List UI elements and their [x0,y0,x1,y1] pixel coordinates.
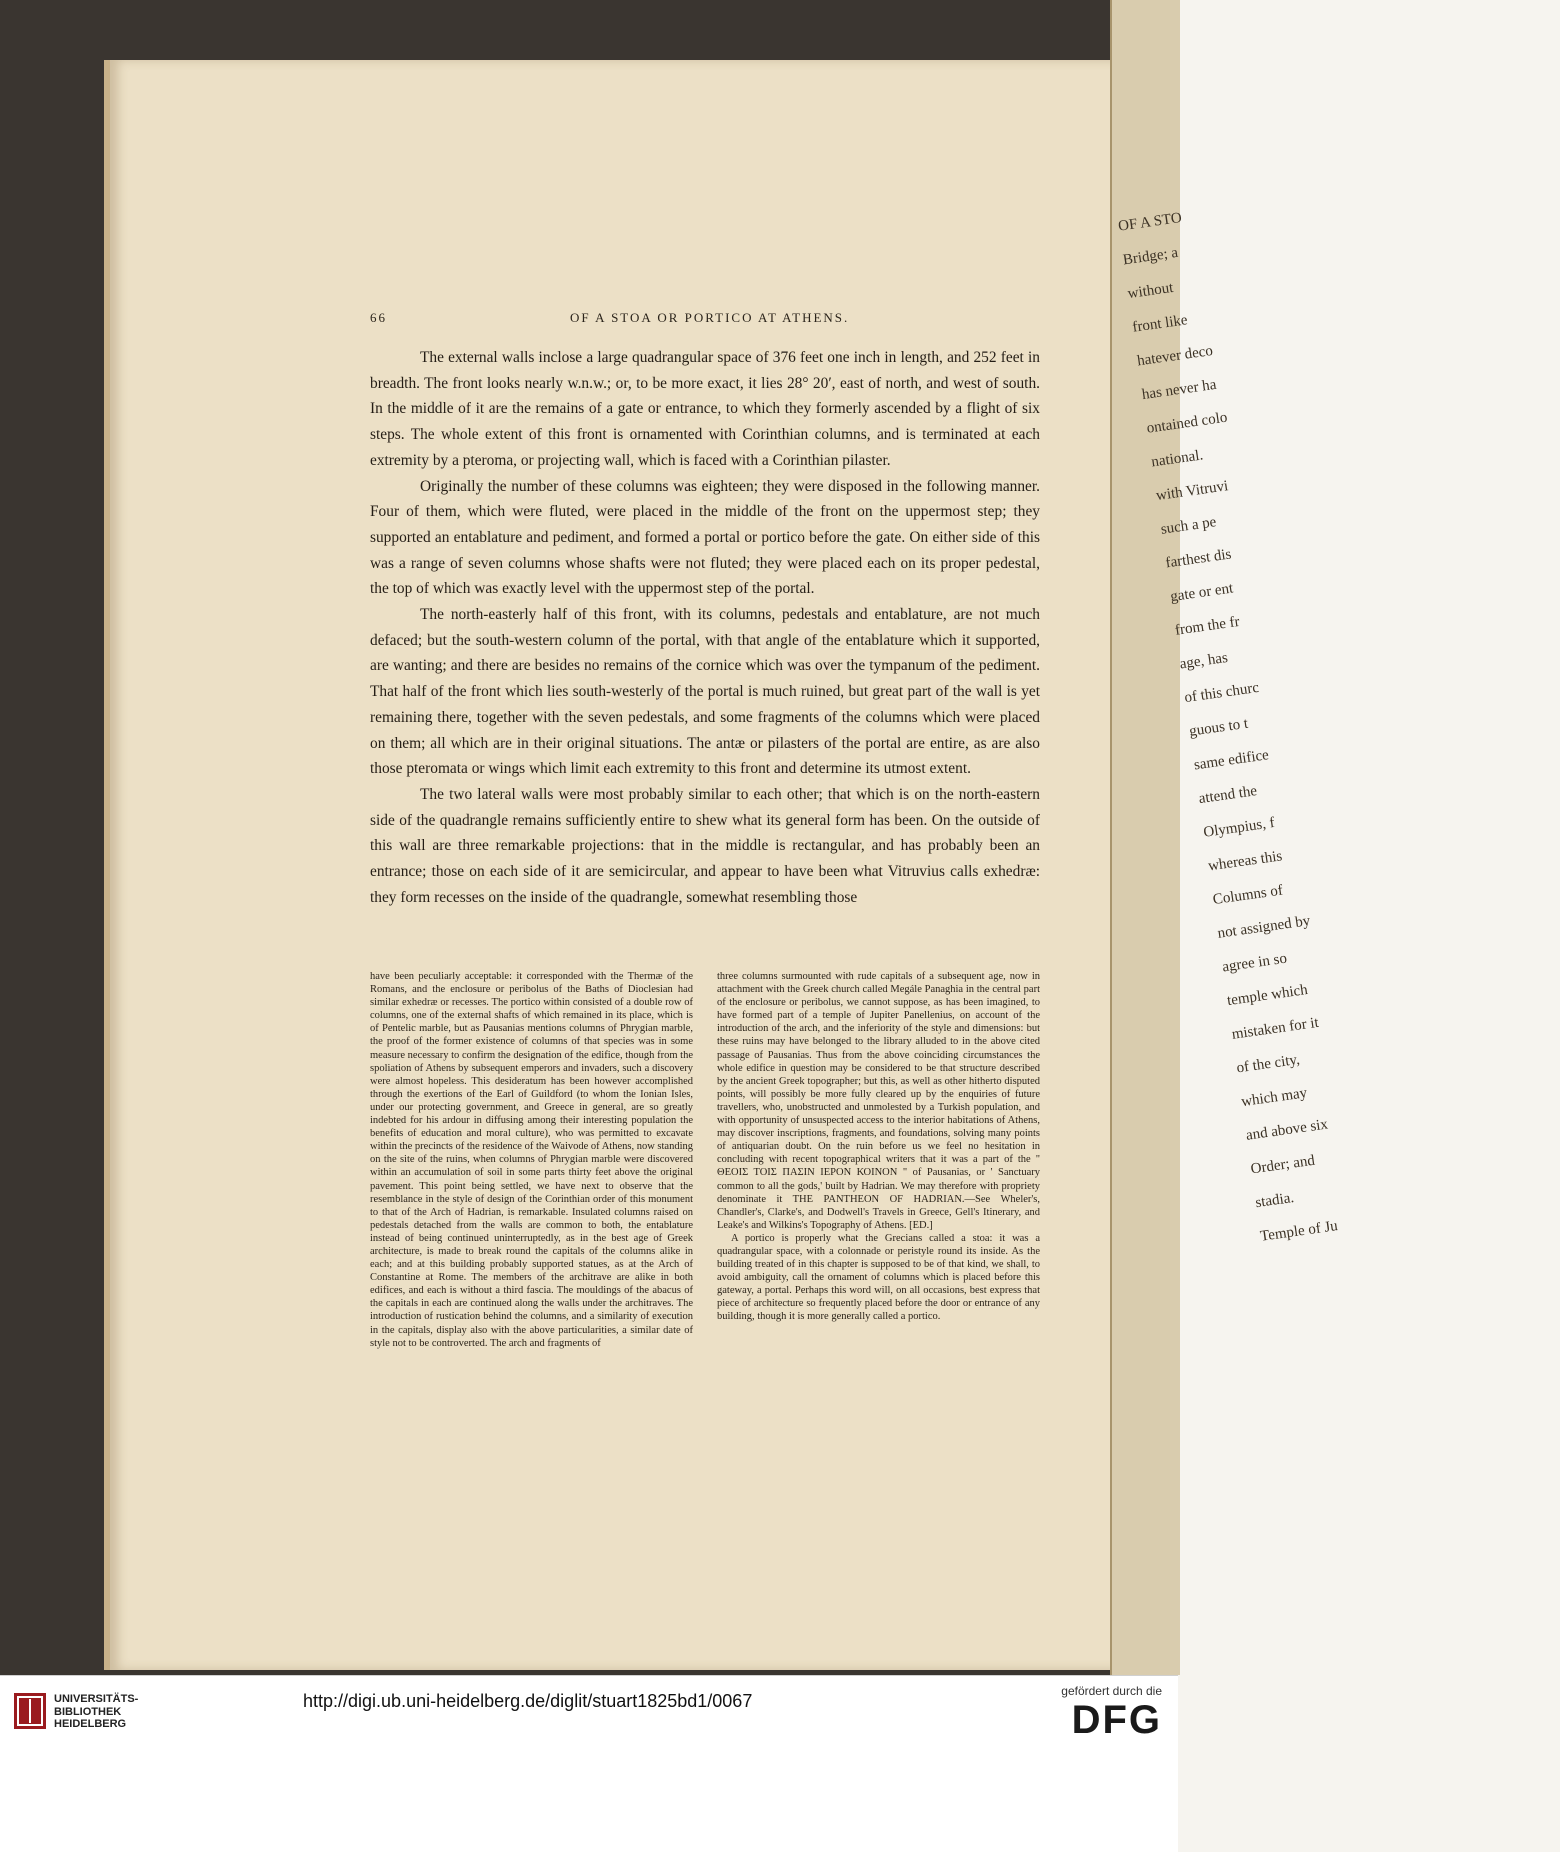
library-name: UNIVERSITÄTS- BIBLIOTHEK HEIDELBERG [54,1693,139,1730]
notes-column-left [370,970,693,1350]
note-text: three columns surmounted with rude capitals of a subsequent age, now in attachment with the Greek church called Megále Panaghia in the central part of the enclosure or peribolus, we cannot suppose, as has been imagined, to have formed part of a temple of Jupiter Panellenius, on account of the introduction of the arch, and the inferiority of the style and dimensions: but these ruins may have belonged to the library alluded to in the above cited passage of Pausanias. Thus from the above coinciding circumstances the whole edifice in question may be considered to be that structure described by the ancient Greek topographer; but this, as well as other hitherto disputed points, will possibly be more fully cleared up by the enquiries of future travellers, who, unobstructed and unmolested by a Turkish population, and with opportunity of unsuspected access to the interior habitations of Athens, may discover inscriptions, fragments, and foundations, solving many points of antiquarian doubt. On the ruin before us we feel no hesitation in concluding with recent topographical writers that it was a part of the " ΘΕΟΙΣ ΤΟΙΣ ΠΑΣΙΝ ΙΕΡΟΝ ΚΟΙΝΟΝ " of Pausanias, or ' Sanctuary common to all the gods,' built by Hadrian. We may therefore with propriety denominate it THE PANTHEON OF HADRIAN.—See Wheler's, Chandler's, Clarke's, and Dodwell's Travels in Greece, Gell's Itinerary, and Leake's and Wilkins's Topography of Athens. [ED.] [717,971,1040,1231]
library-logo[interactable] [14,1691,174,1731]
footnotes [370,970,1040,1350]
facing-page [1110,0,1339,1675]
paragraph: The two lateral walls were most probably similar to each other; that which is on the north-eastern side of the quadrangle remains sufficiently entire to shew what its general form has been. On the outside of this wall are three remarkable projections: that in the middle is rectangular, and has probably been an entrance; those on each side of it are semicircular, and appear to have been what Vitruvius calls exhedræ: they form recesses on the inside of the quadrangle, somewhat resembling those [370,785,1040,906]
footnote: A portico is properly what the Grecians called a stoa: it was a quadrangular space, with a colonnade or peristyle round its inside. As the building treated of in this chapter is supposed to be of that kind, we shall, to avoid ambiguity, call the ornament of columns which is placed before this gateway, a portal. Perhaps this word will, on all occasions, best express that piece of architecture so frequently placed before the door or entrance of any building, though it is more generally called a portico. [717,1232,1040,1323]
page-title: OF A STOA OR PORTICO AT ATHENS. [570,310,850,325]
permalink[interactable]: http://digi.ub.uni-heidelberg.de/diglit/stuart1825bd1/0067 [303,1691,753,1711]
dfg-logo-icon: DFG [1071,1698,1162,1742]
paragraph: The north-easterly half of this front, with its columns, pedestals and entablature, are not much defaced; but the south-western column of the portal, with that angle of the entablature which it supported, are wanting; and there are besides no remains of the cornice which was over the tympanum of the pediment. That half of the front which lies south-westerly of the portal is much ruined, but great part of the wall is yet remaining there, together with the seven pedestals, and some fragments of the columns which were placed on them; all which are in their original situations. The antæ or pilasters of the portal are entire, as are also those pteromata or wings which limit each extremity to this front and determine its utmost extent. [370,606,1040,778]
notes-column-right [717,970,1040,1350]
paragraph: The external walls inclose a large quadrangular space of 376 feet one inch in length, and 252 feet in breadth. The front looks nearly w.n.w.; or, to be more exact, it lies 28° 20′, east of north, and west of south. In the middle of it are the remains of a gate or entrance, to which they formerly ascended by a flight of six steps. The whole extent of this front is ornamented with Corinthian columns, and is terminated at each extremity by a pteroma, or projecting wall, which is faced with a Corinthian pilaster. [370,349,1040,469]
note-text: have been peculiarly acceptable: it corresponded with the Thermæ of the Romans, and the enclosure or peribolus of the Baths of Dioclesian had similar exhedræ or recesses. The portico within consisted of a double row of columns, one of the external shafts of which remained in its place, which is of Pentelic marble, but as Pausanias mentions columns of Phrygian marble, the proof of the former existence of columns of that species was in some measure necessary to confirm the designation of the edifice, though from the spoliation of Athens by subsequent emperors and invaders, such a discovery were almost hopeless. This desideratum has been however accomplished through the exertions of the Earl of Guildford (to whom the Ionian Isles, under our protecting government, and Greece in general, are so greatly indebted for his ardour in diffusing among their interesting population the benefits of education and moral culture), who was permitted to excavate within the precincts of the residence of the Waivode of Athens, now standing on the site of the ruins, when columns of Phrygian marble were discovered within an accumulation of soil in some parts thirty feet above the original pavement. This point being settled, we have next to observe that the resemblance in the style of design of the Corinthian order of this monument to that of the Arch of Hadrian, is remarkable. Insulated columns raised on pedestals detached from the walls are common to both, the entablature instead of being continued uninterruptedly, as in the best age of Greek architecture, is made to break round the capitals of the columns alike in each; and at this building probably supported statues, as at the Arch of Constantine at Rome. The members of the architrave are alike in both edifices, and each is without a third fascia. The mouldings of the abacus of the capitals in each are continued along the walls under the architraves. The introduction of rustication behind the columns, and a similarity of execution in the capitals, display also with the above particularities, a similar date of style not to be controverted. The arch and fragments of [370,971,693,1349]
sponsor-block[interactable] [1022,1684,1162,1742]
paragraph: Originally the number of these columns was eighteen; they were disposed in the following manner. Four of them, which were fluted, were placed in the middle of the front on the uppermost step; they supported an entablature and pediment, and formed a portal or portico before the gate. On either side of this was a range of seven columns whose shafts were not fluted; they were placed each on its proper pedestal, the top of which was exactly level with the uppermost step of the portal. [370,477,1040,598]
sponsor-label: gefördert durch die [1061,1684,1162,1698]
main-text [370,345,1040,910]
footer-bar [0,1675,1178,1852]
library-seal-icon [14,1693,46,1729]
facing-page-text: OF A STO Bridge; a without front like hatever deco has never ha ontained colo national. with Vitruvi such a pe farthest dis gate or ent from the fr age, has of this churc guous to t same edifice attend the Olympius, f whereas this Columns of not assigned by agree in so temple which mistaken for it of the city, which may and above six Order; and stadia. Temple of Ju [1117,210,1339,1245]
page-number: 66 [370,310,387,325]
